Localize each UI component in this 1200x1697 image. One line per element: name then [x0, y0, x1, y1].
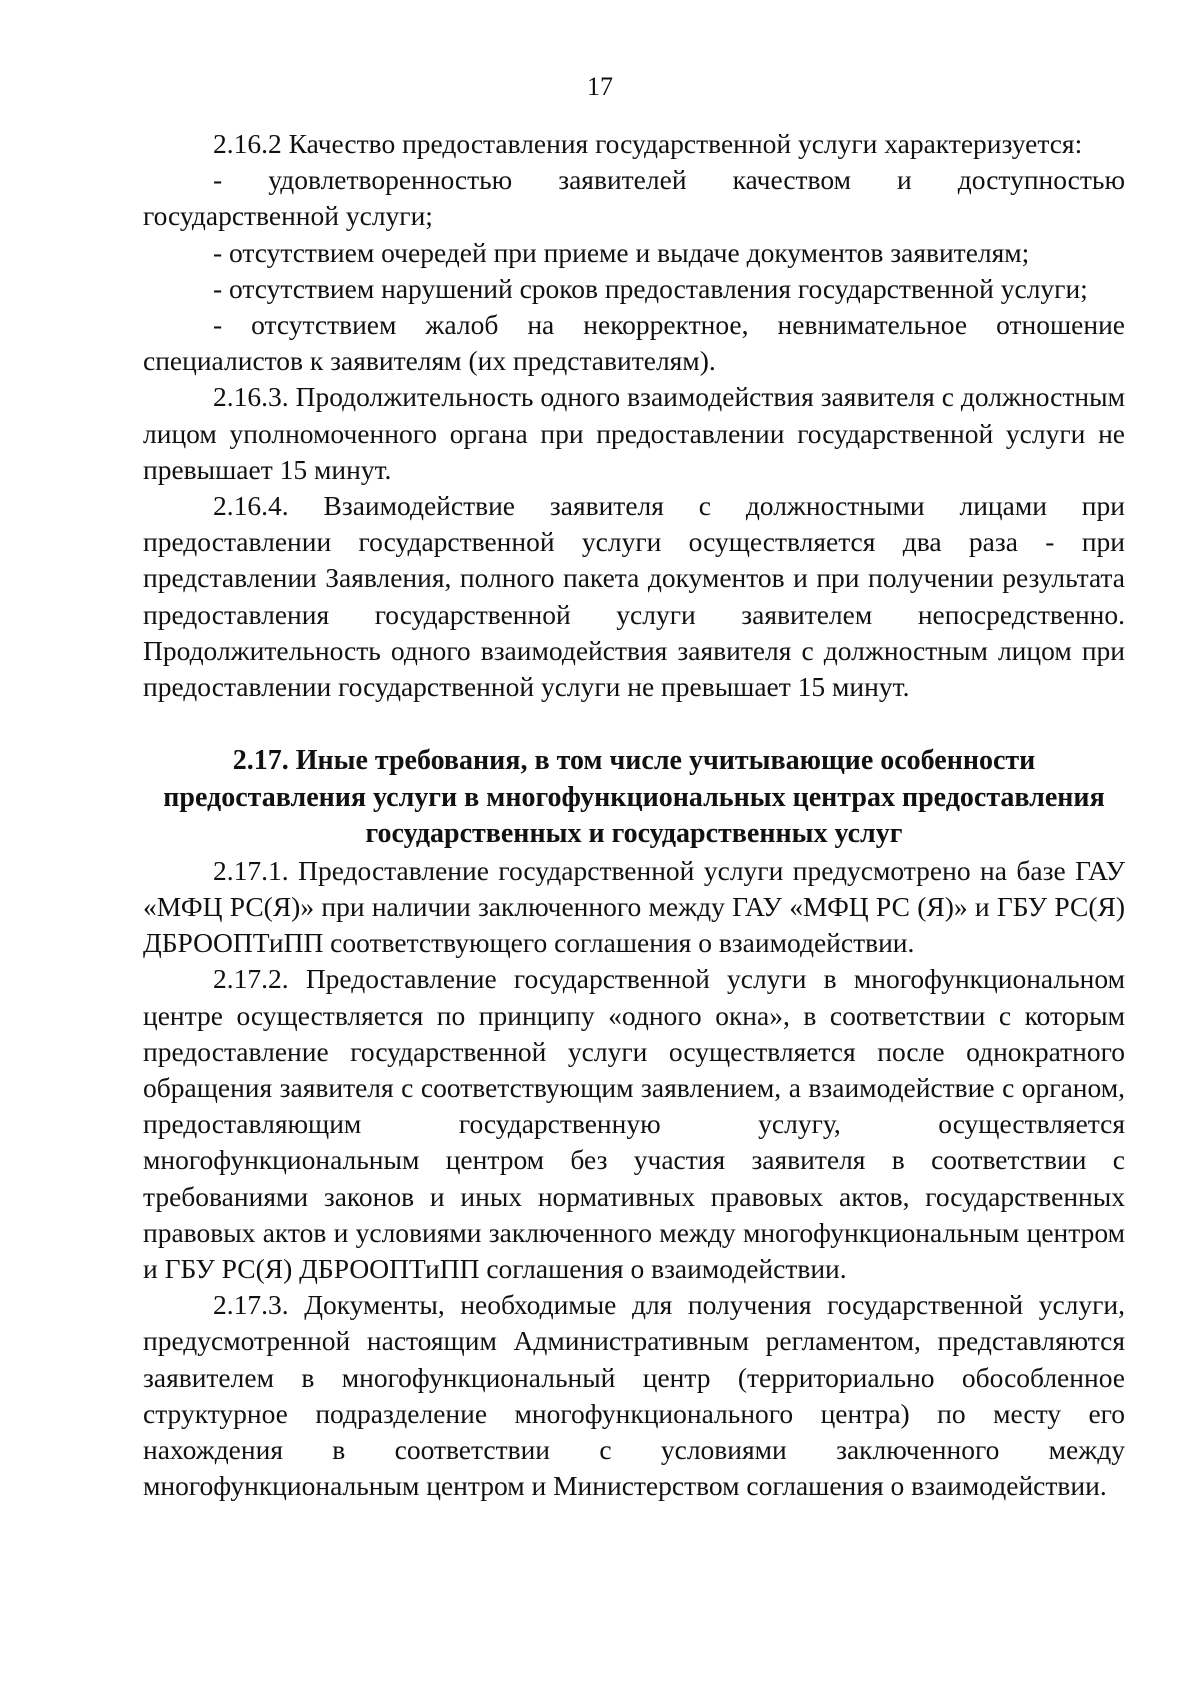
- list-item-no-complaints: - отсутствием жалоб на некорректное, невнимательное отношение специалистов к заявителям (их представителям).: [143, 309, 1125, 377]
- paragraph-2-16-2-intro: 2.16.2 Качество предоставления государственной услуги характеризуется:: [213, 128, 1083, 159]
- list-item-satisfaction: - удовлетворенностью заявителей качеством и доступностью государственной услуги;: [143, 164, 1125, 232]
- section-heading-2-17: 2.17. Иные требования, в том числе учитывающие особенности предоставления услуги в многофункциональных центрах предоставления государственных и государственных услуг: [163, 745, 1105, 850]
- page-number: 17: [587, 72, 613, 101]
- paragraph-2-16-3: 2.16.3. Продолжительность одного взаимодействия заявителя с должностным лицом уполномоченного органа при предоставлении государственной услуги не превышает 15 минут.: [143, 381, 1125, 485]
- paragraph-2-17-3: 2.17.3. Документы, необходимые для получения государственной услуги, предусмотренной настоящим Административным регламентом, представляются заявителем в многофункциональный центр (территориально обособленное структурное подразделение многофункционального центра) по месту его нахождения в соответствии с условиями заключенного между многофункциональным центром и Министерством соглашения о взаимодействии.: [143, 1289, 1125, 1502]
- paragraph-2-17-2: 2.17.2. Предоставление государственной услуги в многофункциональном центре осуществляется по принципу «одного окна», в соответствии с которым предоставление государственной услуги осуществляется после однократного обращения заявителя с соответствующим заявлением, а взаимодействие с органом, предоставляющим государственную услугу, осуществляется многофункциональным центром без участия заявителя в соответствии с требованиями законов и иных нормативных правовых актов, государственных правовых актов и условиями заключенного между многофункциональным центром и ГБУ РС(Я) ДБРООПТиПП соглашения о взаимодействии.: [143, 963, 1125, 1284]
- list-item-no-queues: - отсутствием очередей при приеме и выдаче документов заявителям;: [213, 236, 1030, 268]
- paragraph-2-17-1: 2.17.1. Предоставление государственной услуги предусмотрено на базе ГАУ «МФЦ РС(Я)» при наличии заключенного между ГАУ «МФЦ РС (Я)» и ГБУ РС(Я) ДБРООПТиПП соответствующего соглашения о взаимодействии.: [143, 854, 1125, 959]
- document-body: [143, 126, 1125, 1504]
- list-item-no-deadline-violations: - отсутствием нарушений сроков предоставления государственной услуги;: [213, 272, 1088, 304]
- paragraph-2-16-4: 2.16.4. Взаимодействие заявителя с должностными лицами при предоставлении государственной услуги осуществляется два раза - при представлении Заявления, полного пакета документов и при получении результата предоставления государственной услуги заявителем непосредственно. Продолжительность одного взаимодействия заявителя с должностным лицом при предоставлении государственной услуги не превышает 15 минут.: [143, 490, 1125, 703]
